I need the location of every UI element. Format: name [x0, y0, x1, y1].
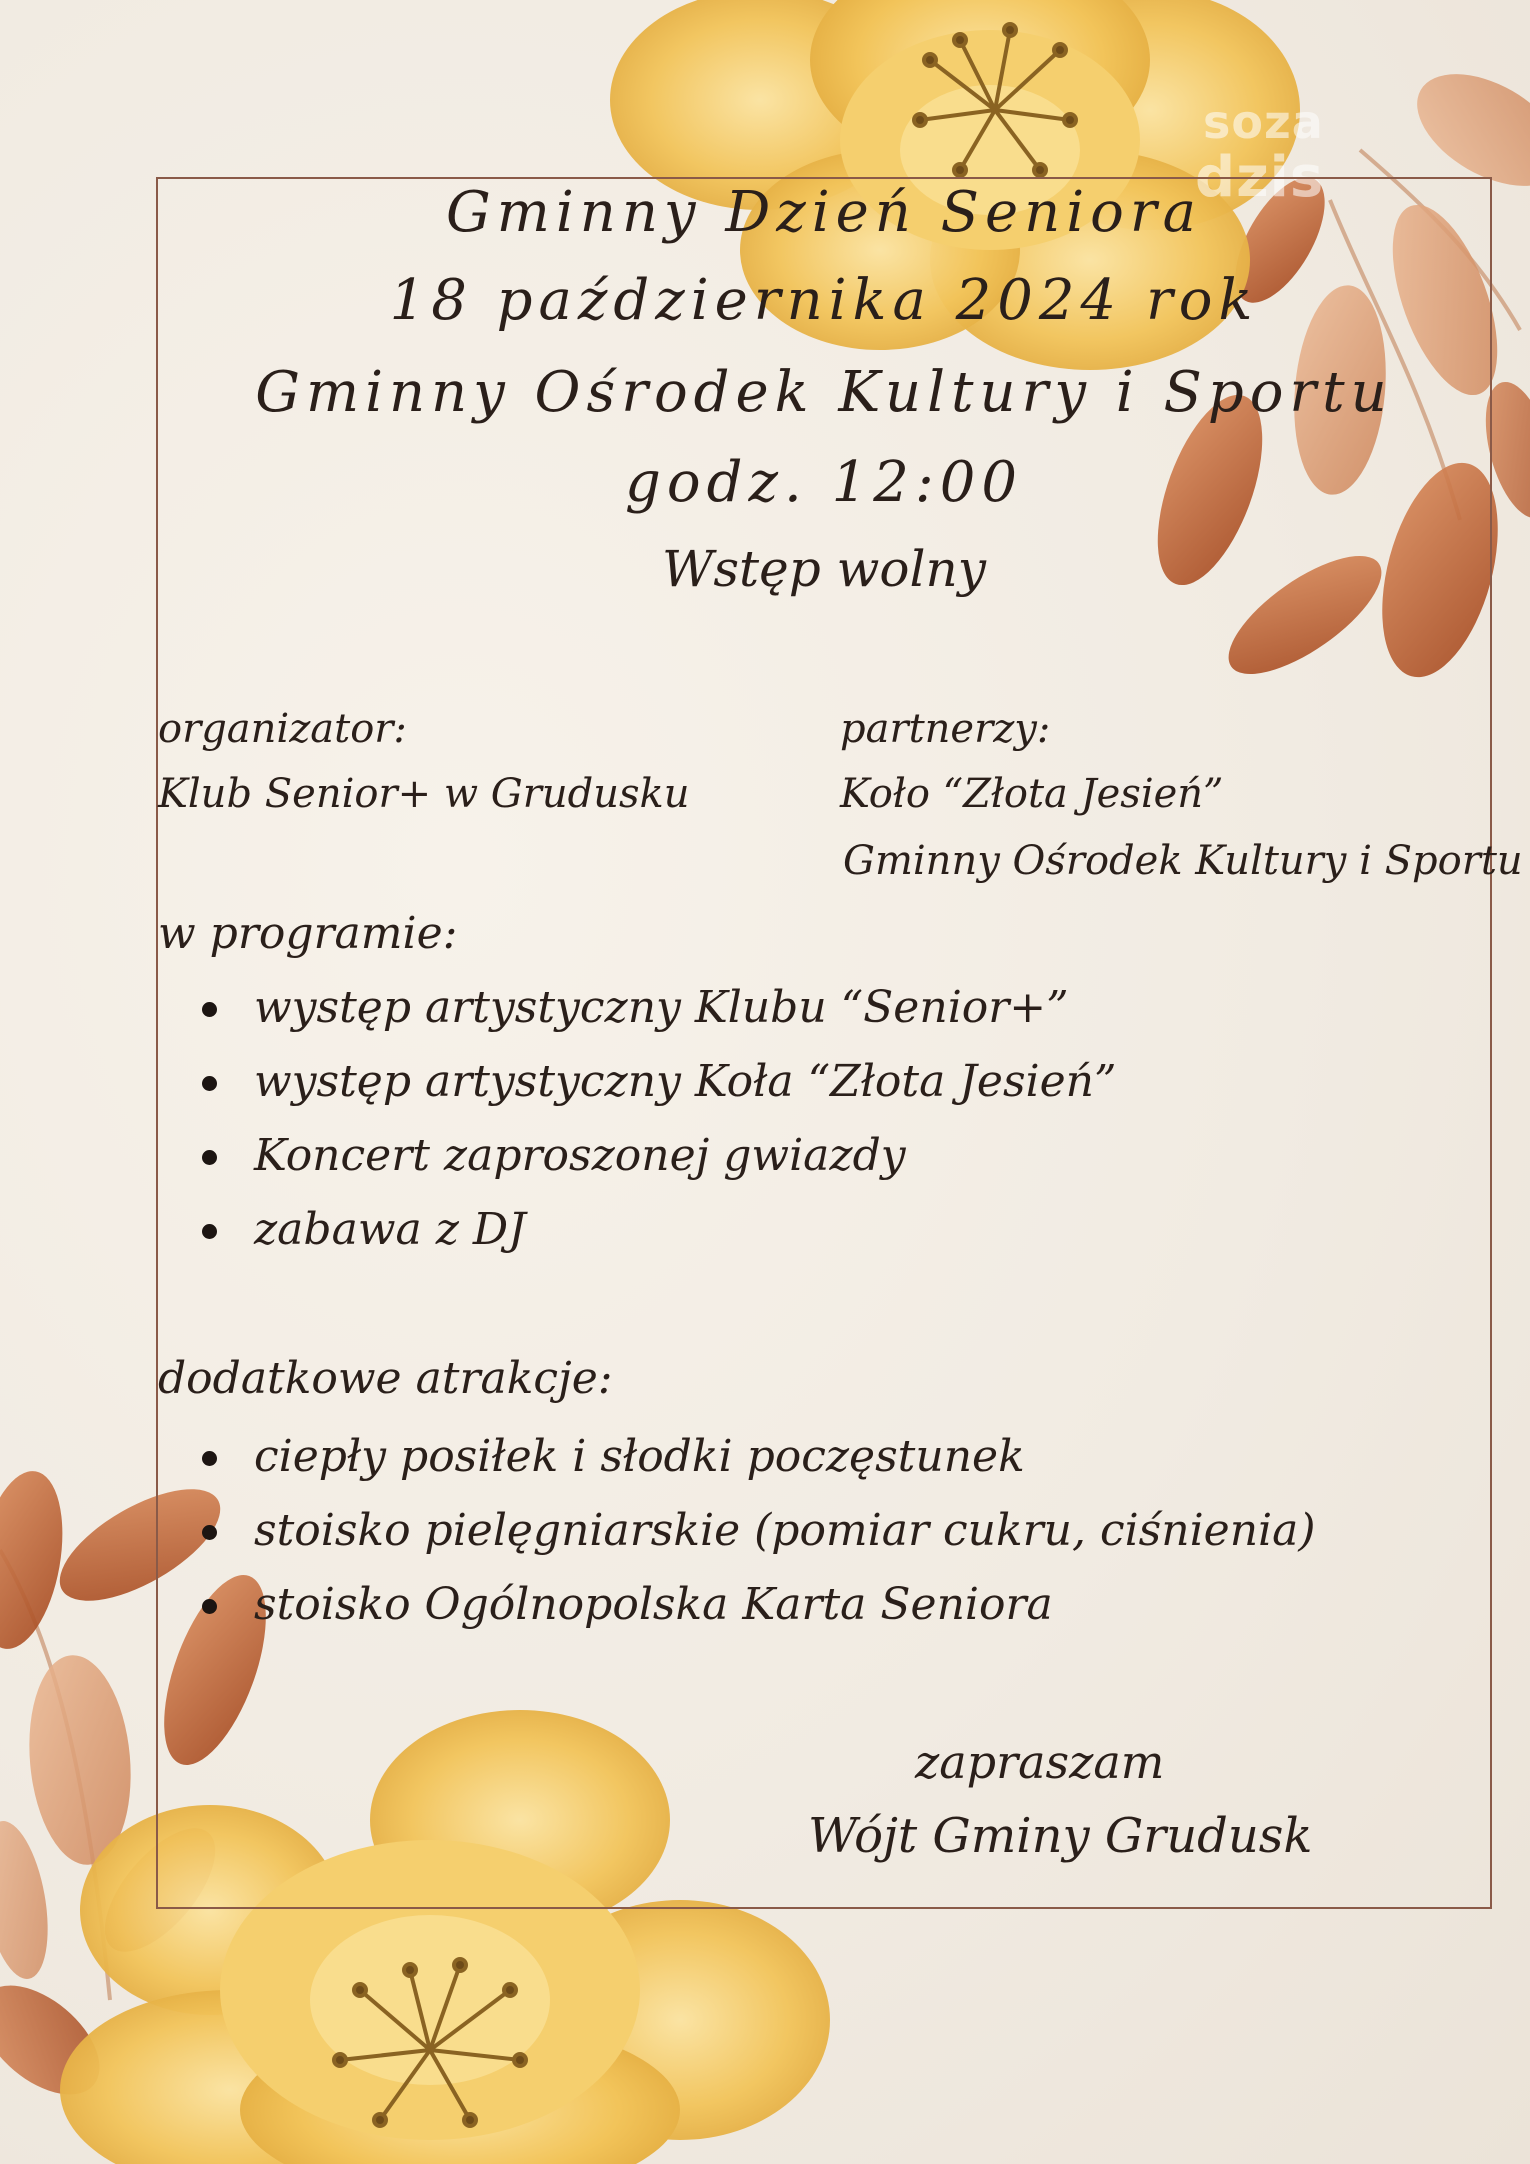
signature: Wójt Gminy Grudusk: [808, 1808, 1313, 1864]
event-title: Gminny Dzień Seniora: [446, 180, 1202, 245]
organizer-label: organizator:: [158, 706, 407, 752]
attraction-item: stoisko Ogólnopolska Karta Seniora: [202, 1568, 1316, 1642]
program-item: występ artystyczny Klubu “Senior+”: [202, 971, 1117, 1045]
watermark-line-2: dzis: [1195, 145, 1325, 210]
program-label: w programie:: [158, 908, 458, 959]
partner-item: Gminny Ośrodek Kultury i Sportu: [843, 838, 1523, 884]
partner-item: Koło “Złota Jesień”: [840, 771, 1224, 817]
program-item: zabawa z DJ: [202, 1193, 1117, 1267]
entry-info: Wstęp wolny: [662, 540, 986, 598]
attraction-item: ciepły posiłek i słodki poczęstunek: [202, 1420, 1316, 1494]
attraction-item: stoisko pielęgniarskie (pomiar cukru, ciśnienia): [202, 1494, 1316, 1568]
event-venue: Gminny Ośrodek Kultury i Sportu: [255, 360, 1393, 425]
organizer-name: Klub Senior+ w Grudusku: [158, 771, 690, 817]
invite-text: zapraszam: [915, 1735, 1165, 1789]
attractions-label: dodatkowe atrakcje:: [158, 1353, 613, 1404]
partners-label: partnerzy:: [840, 706, 1051, 752]
program-list: [202, 971, 1117, 1267]
watermark-line-1: soza: [1203, 95, 1324, 149]
event-time: godz. 12:00: [625, 450, 1023, 515]
program-item: Koncert zaproszonej gwiazdy: [202, 1119, 1117, 1193]
event-date: 18 października 2024 rok: [389, 268, 1259, 333]
program-item: występ artystyczny Koła “Złota Jesień”: [202, 1045, 1117, 1119]
attractions-list: [202, 1420, 1316, 1642]
